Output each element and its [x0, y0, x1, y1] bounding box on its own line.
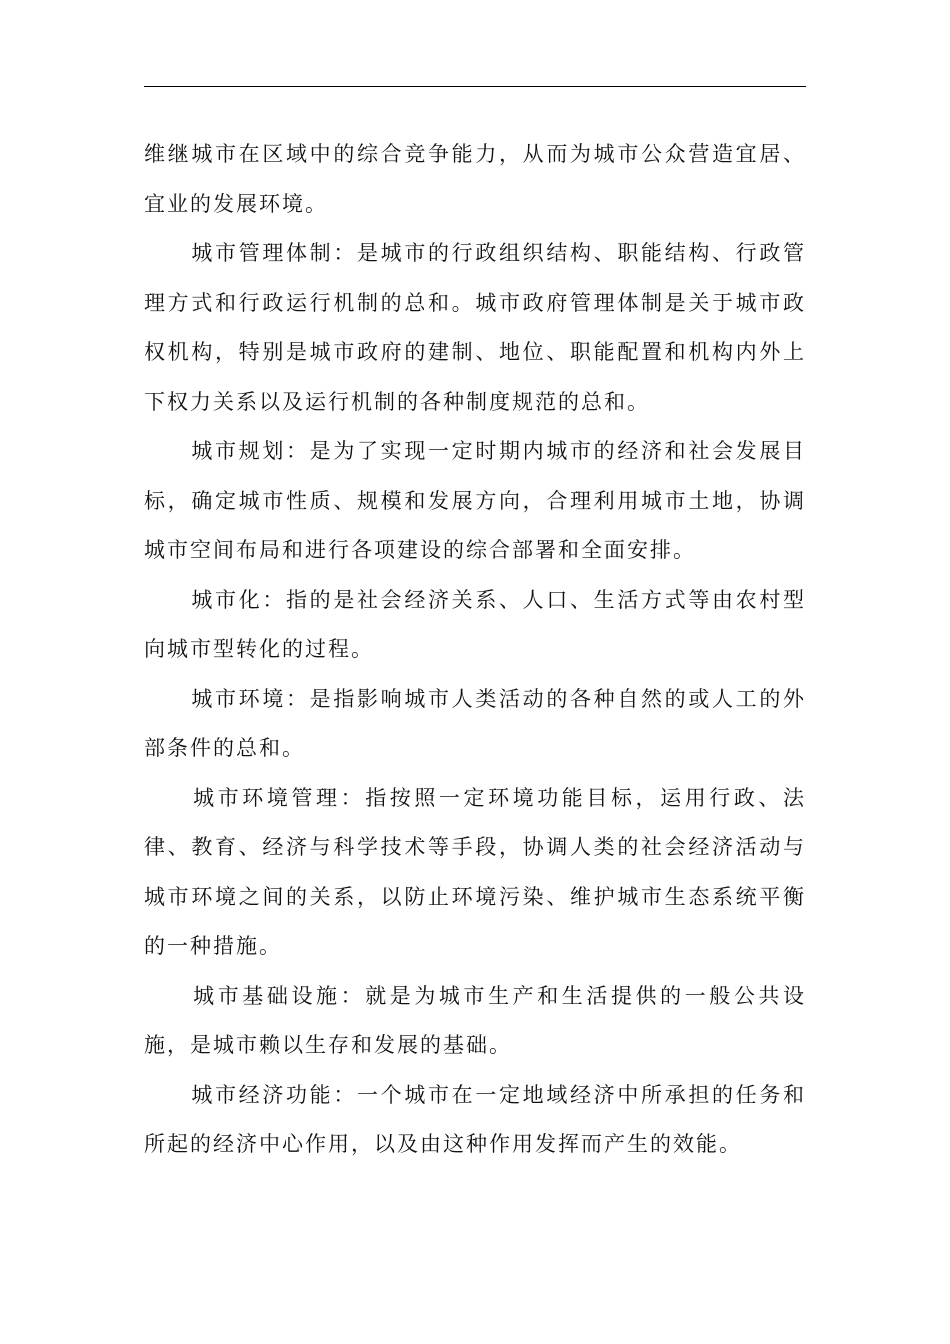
- paragraph-city-management-system: 城市管理体制：是城市的行政组织结构、职能结构、行政管理方式和行政运行机制的总和。城市政府管理体制是关于城市政权机构，特别是城市政府的建制、地位、职能配置和机构内外上下权力关系以及运行机制的各种制度规范的总和。: [144, 241, 806, 414]
- header-rule: [144, 86, 806, 87]
- paragraph-continuation: 维继城市在区域中的综合竞争能力，从而为城市公众营造宜居、宜业的发展环境。: [144, 142, 806, 216]
- document-body: [144, 130, 806, 1170]
- paragraph-city-economic-function: 城市经济功能：一个城市在一定地域经济中所承担的任务和所起的经济中心作用，以及由这种作用发挥而产生的效能。: [144, 1082, 806, 1156]
- paragraph-urbanization: 城市化：指的是社会经济关系、人口、生活方式等由农村型向城市型转化的过程。: [144, 587, 806, 661]
- paragraph-city-environment: 城市环境：是指影响城市人类活动的各种自然的或人工的外部条件的总和。: [144, 686, 806, 760]
- paragraph-city-planning: 城市规划：是为了实现一定时期内城市的经济和社会发展目标，确定城市性质、规模和发展方向，合理利用城市土地，协调城市空间布局和进行各项建设的综合部署和全面安排。: [144, 439, 806, 562]
- paragraph-city-environment-management: 城市环境管理：指按照一定环境功能目标，运用行政、法律、教育、经济与科学技术等手段，协调人类的社会经济活动与城市环境之间的关系，以防止环境污染、维护城市生态系统平衡的一种措施。: [144, 785, 806, 958]
- paragraph-city-infrastructure: 城市基础设施：就是为城市生产和生活提供的一般公共设施，是城市赖以生存和发展的基础。: [144, 983, 806, 1057]
